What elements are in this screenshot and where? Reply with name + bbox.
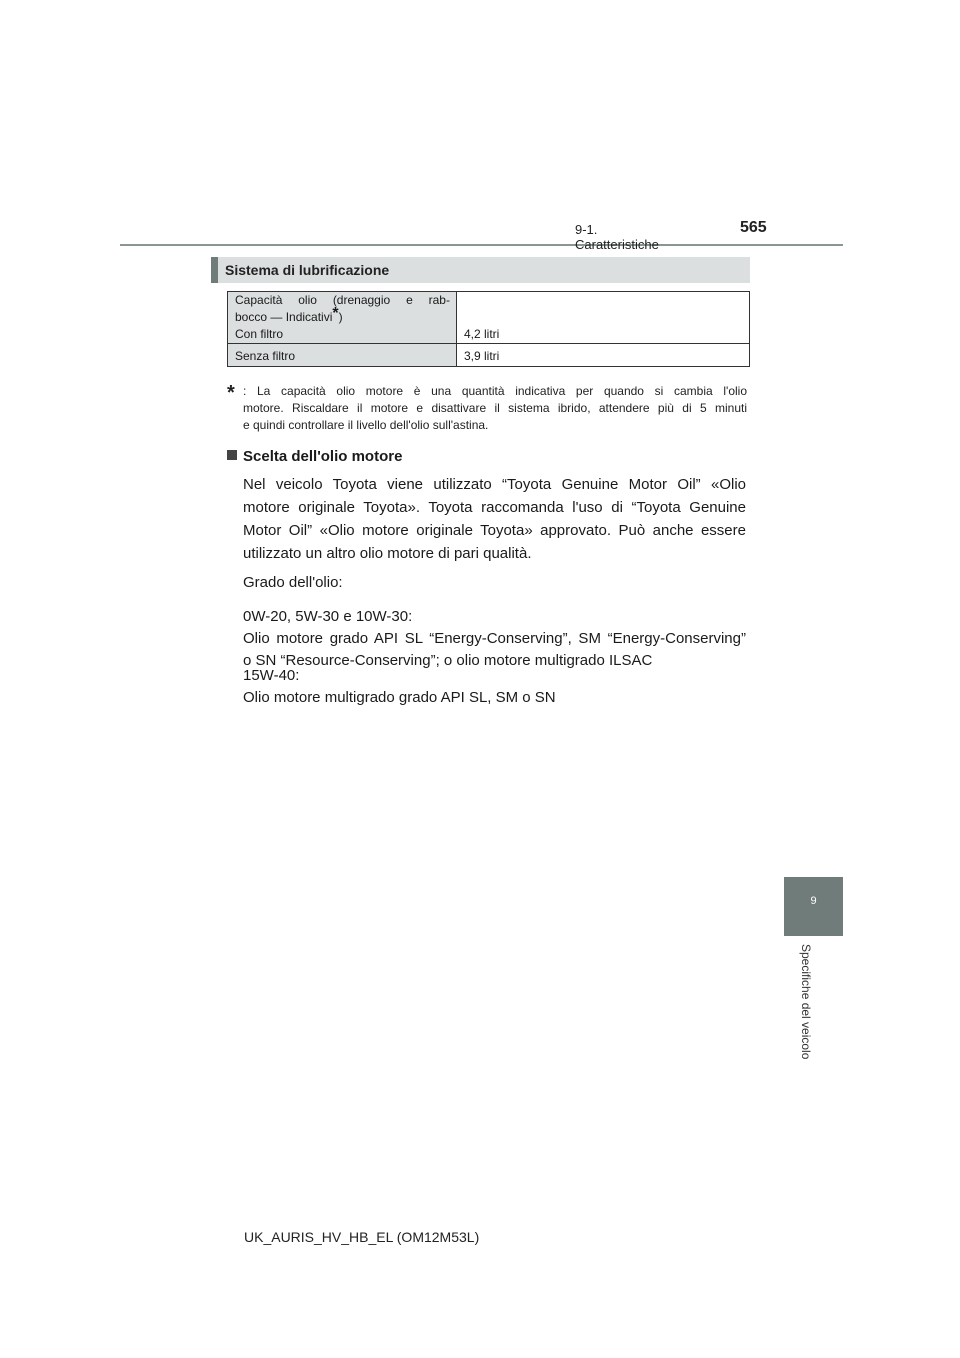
paragraph-line: Nel veicolo Toyota viene utilizzato “Toyota Genuine Motor Oil” «Olio <box>243 476 746 493</box>
chapter-side-label <box>799 944 823 1074</box>
paragraph-line: motore originale Toyota». Toyota raccomanda l'uso di “Toyota Genuine <box>243 499 746 516</box>
grade-title: 15W-40: <box>243 667 300 684</box>
grade-line: Olio motore grado API SL “Energy-Conserving”, SM “Energy-Conserving” <box>243 630 746 647</box>
oil-selection-heading: Scelta dell'olio motore <box>227 448 402 465</box>
value-with-filter: 4,2 litri <box>464 327 500 341</box>
square-bullet-icon <box>227 450 237 460</box>
row-label-cell <box>228 344 457 367</box>
section-label: 9-1. Caratteristiche <box>575 222 659 252</box>
oil-intro-paragraph <box>243 473 746 565</box>
oil-capacity-table <box>227 291 750 367</box>
chapter-number: 9 <box>810 895 817 907</box>
paragraph-line: Motor Oil” «Olio motore originale Toyota» approvato. Può anche essere <box>243 522 746 539</box>
grade-line: Olio motore multigrado grado API SL, SM o SN <box>243 689 556 706</box>
section-title: Sistema di lubrificazione <box>225 262 390 278</box>
document-code: UK_AURIS_HV_HB_EL (OM12M53L) <box>244 1229 480 1245</box>
section-title-bar <box>211 257 750 283</box>
capacity-label-line1: Capacità olio (drenaggio e rab- <box>235 293 450 307</box>
footnote-asterisk: * <box>227 382 235 404</box>
grade-group-2 <box>243 665 746 709</box>
capacity-label-cell <box>228 292 457 344</box>
footnote <box>227 383 747 434</box>
footnote-line: e quindi controllare il livello dell'olio sull'astina. <box>243 418 489 432</box>
header-rule <box>120 244 843 246</box>
capacity-value-cell <box>457 292 750 344</box>
asterisk-mark: * <box>332 305 339 322</box>
chapter-label: Specifiche del veicolo <box>799 944 813 1060</box>
row-label-with-filter: Con filtro <box>235 327 284 341</box>
grade-label: Grado dell'olio: <box>243 574 343 591</box>
table-row-capacity <box>228 292 750 344</box>
grade-line: o SN “Resource-Conserving”; o olio motore multigrado ILSAC <box>243 652 653 669</box>
chapter-tab <box>784 877 843 936</box>
paragraph-line: utilizzato un altro olio motore di pari qualità. <box>243 545 532 562</box>
row-label-without-filter: Senza filtro <box>235 349 296 363</box>
grade-title: 0W-20, 5W-30 e 10W-30: <box>243 608 413 625</box>
footnote-line: motore. Riscaldare il motore e disattivare il sistema ibrido, attendere più di 5 minuti <box>243 401 747 415</box>
value-without-filter: 3,9 litri <box>464 349 500 363</box>
row-value-cell <box>457 344 750 367</box>
table-row-without-filter <box>228 344 750 367</box>
page-number: 565 <box>740 219 767 236</box>
grade-group-1 <box>243 606 746 672</box>
footnote-line: : La capacità olio motore è una quantità indicativa per quando si cambia l'olio <box>243 384 747 398</box>
section-title-accent <box>211 257 218 283</box>
capacity-label-line2: bocco — Indicativi*) <box>235 305 343 324</box>
